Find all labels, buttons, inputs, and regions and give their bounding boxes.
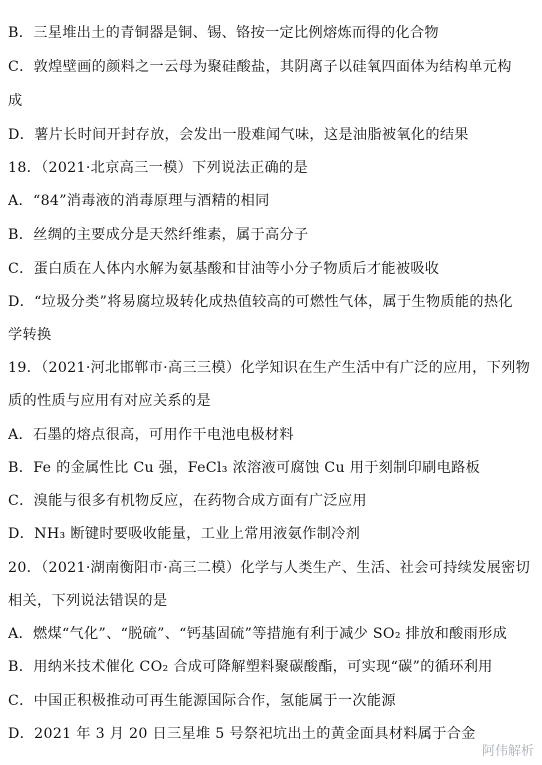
watermark: 阿伟解析 <box>481 744 534 759</box>
text-line-1: B．三星堆出土的青铜器是铜、锡、铬按一定比例熔炼而得的化合物 <box>8 25 439 41</box>
question-20-stem: 20．（2021·湖南衡阳市·高三二模）化学与人类生产、生活、社会可持续发展密切 <box>8 560 531 576</box>
q20-option-d: D．2021 年 3 月 20 日三星堆 5 号祭祀坑出土的黄金面具材料属于合金 <box>8 726 476 742</box>
q20-option-b: B．用纳米技术催化 CO₂ 合成可降解塑料聚碳酸酯，可实现“碳”的循环利用 <box>8 659 493 675</box>
question-18-stem: 18．（2021·北京高三一模）下列说法正确的是 <box>8 160 308 176</box>
q18-option-d-cont: 学转换 <box>8 327 52 343</box>
question-19-stem: 19．（2021·河北邯郸市·高三三模）化学知识在生产生活中有广泛的应用，下列物 <box>8 360 531 376</box>
q19-option-c: C．溴能与很多有机物反应，在药物合成方面有广泛应用 <box>8 493 367 509</box>
q18-option-b: B．丝绸的主要成分是天然纤维素，属于高分子 <box>8 227 309 243</box>
q18-option-a: A．“84”消毒液的消毒原理与酒精的相同 <box>8 193 270 209</box>
q19-option-b: B．Fe 的金属性比 Cu 强，FeCl₃ 浓溶液可腐蚀 Cu 用于刻制印刷电路板 <box>8 460 481 476</box>
text-line-2: C．敦煌壁画的颜料之一云母为聚硅酸盐，其阴离子以硅氧四面体为结构单元构 <box>8 59 512 75</box>
q20-option-c: C．中国正积极推动可再生能源国际合作，氢能属于一次能源 <box>8 693 396 709</box>
text-line-3: 成 <box>8 93 23 109</box>
q18-option-c: C．蛋白质在人体内水解为氨基酸和甘油等小分子物质后才能被吸收 <box>8 261 440 277</box>
q19-option-d: D．NH₃ 断键时要吸收能量，工业上常用液氨作制冷剂 <box>8 526 361 542</box>
q20-option-a: A．燃煤“气化”、“脱硫”、“钙基固硫”等措施有利于减少 SO₂ 排放和酸雨形成 <box>8 626 508 642</box>
question-19-stem-cont: 质的性质与应用有对应关系的是 <box>8 393 211 409</box>
q18-option-d: D．“垃圾分类”将易腐垃圾转化成热值较高的可燃性气体，属于生物质能的热化 <box>8 294 513 310</box>
q19-option-a: A．石墨的熔点很高，可用作干电池电极材料 <box>8 427 294 443</box>
text-line-4: D．薯片长时间开封存放，会发出一股难闻气味，这是油脂被氧化的结果 <box>8 127 469 143</box>
question-20-stem-cont: 相关，下列说法错误的是 <box>8 593 168 609</box>
